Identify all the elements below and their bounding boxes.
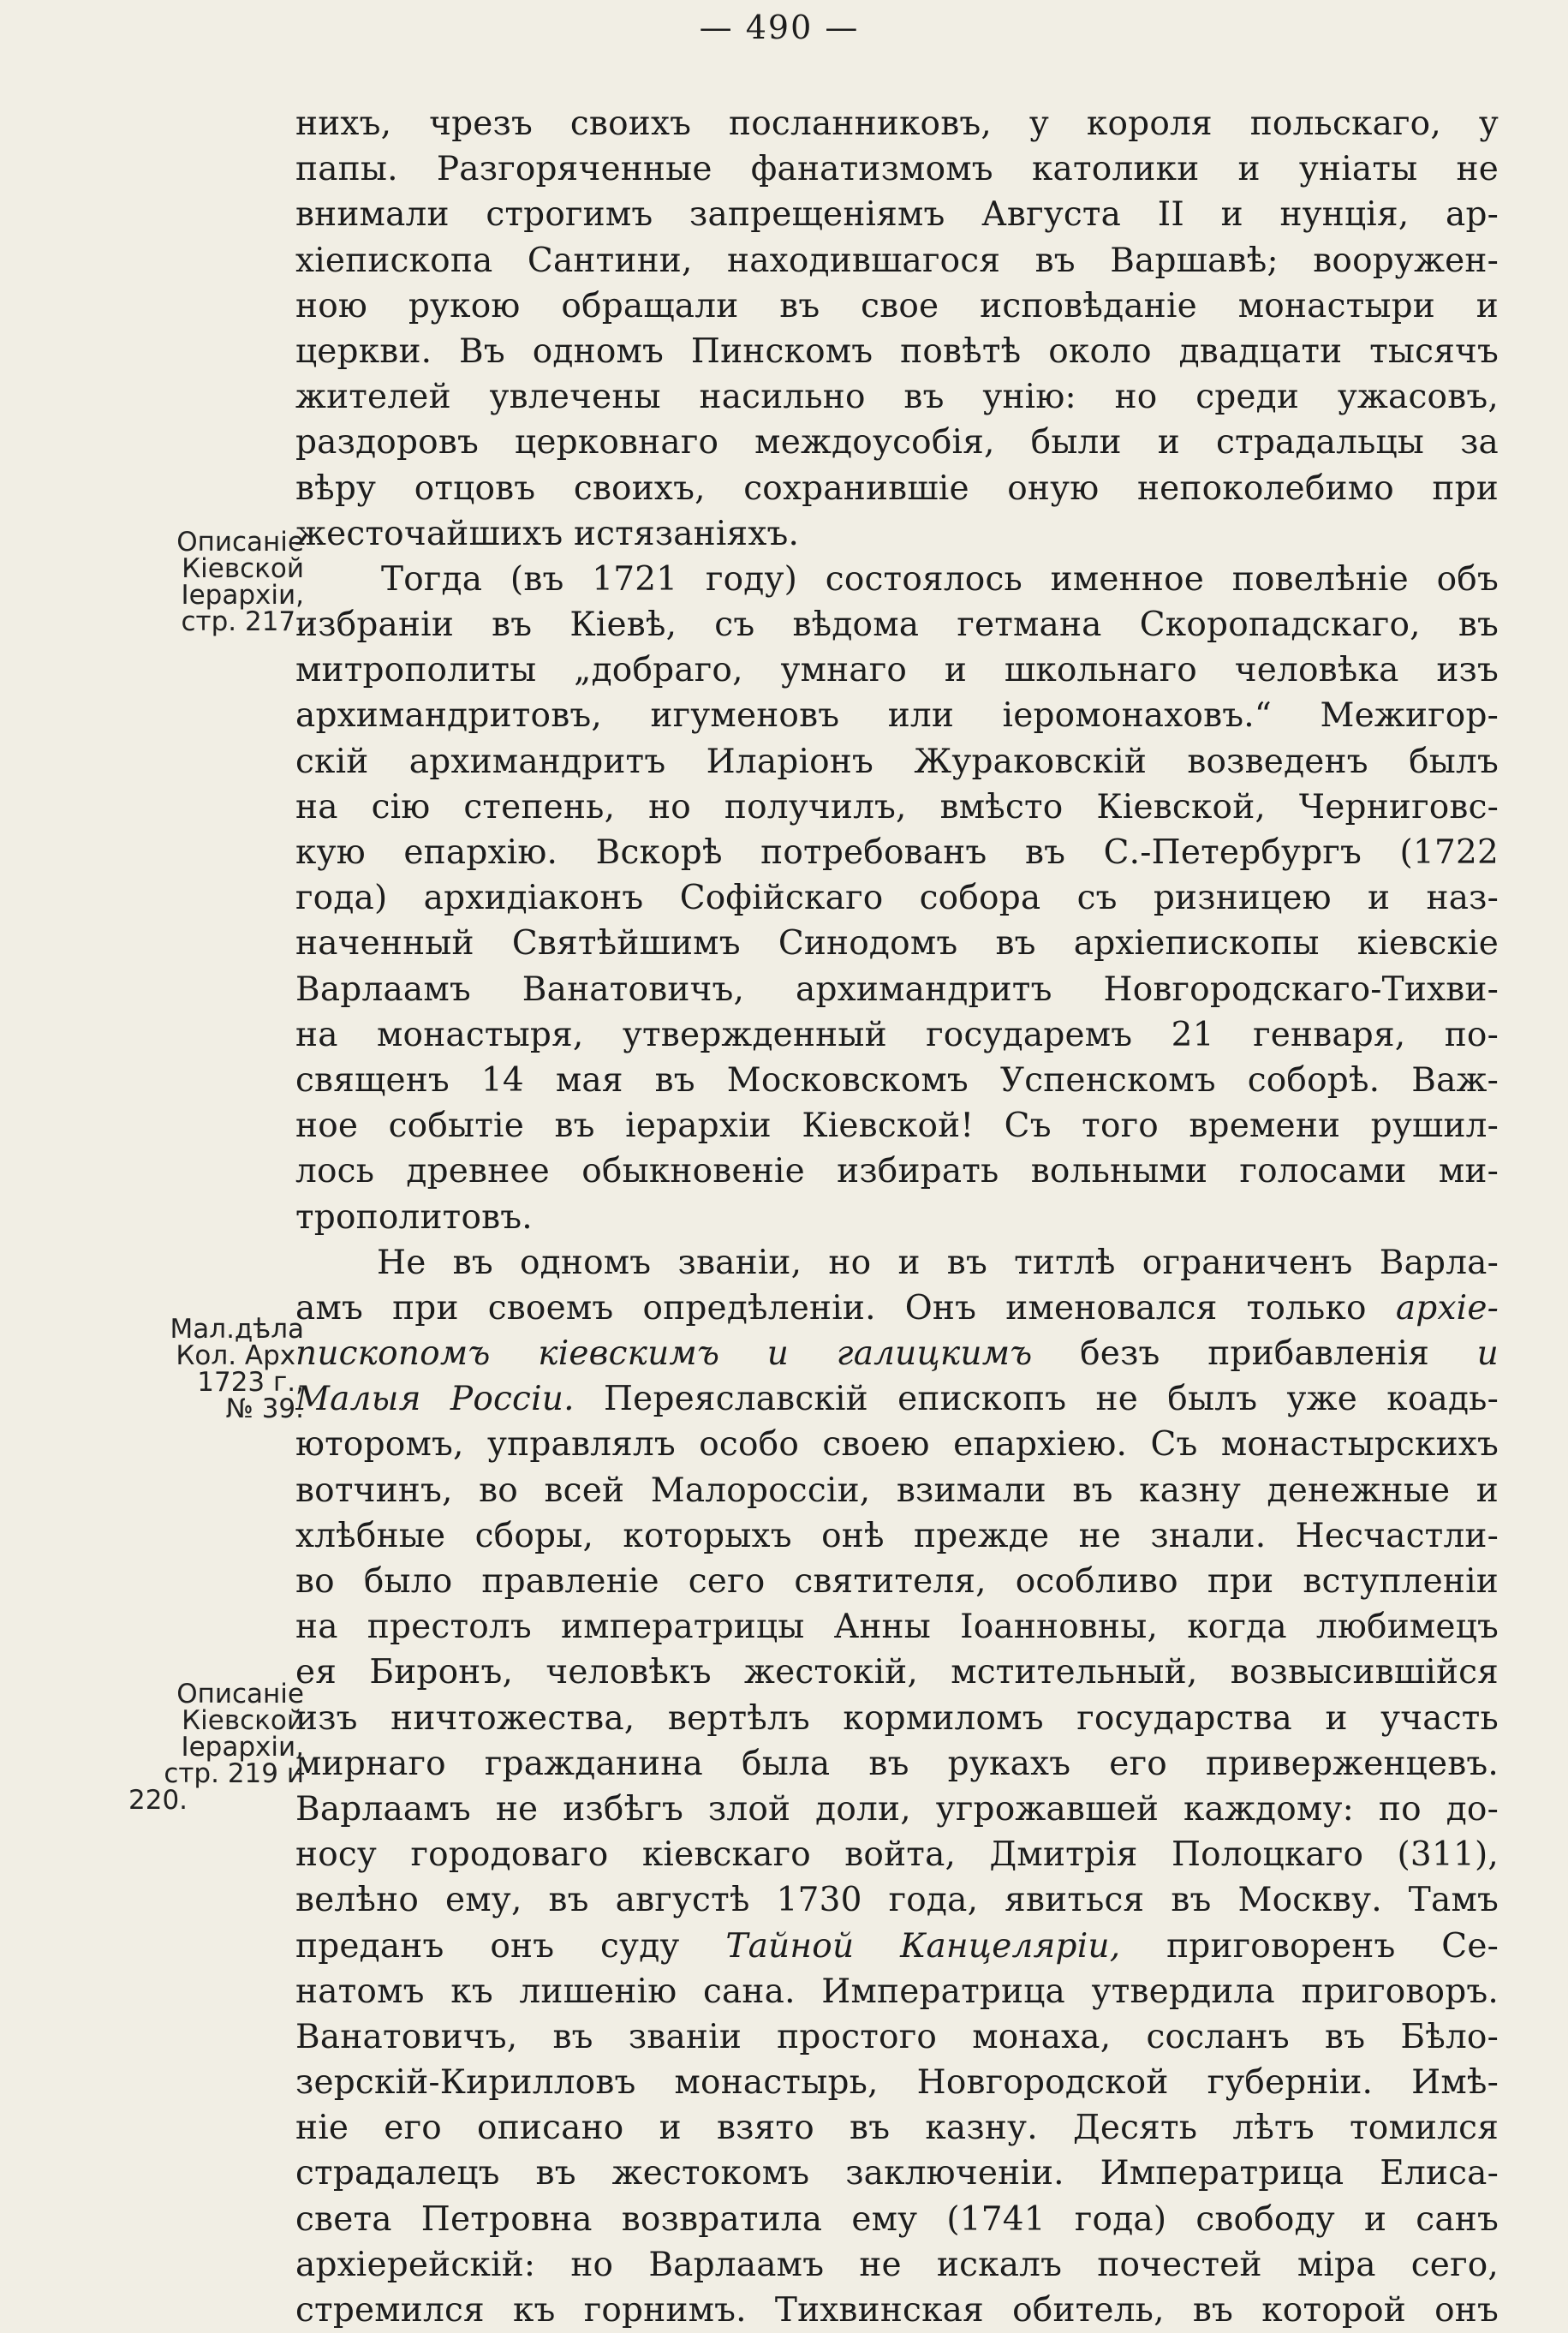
text-line: наченный Святѣйшимъ Синодомъ въ архіепископы кіевскіе [295,924,1499,964]
text-line: лось древнее обыкновеніе избирать вольными голосами ми- [295,1152,1499,1191]
text-line: Тогда (въ 1721 году) состоялось именное повелѣніе объ [381,559,1499,599]
note-line: стр. 219 и [164,1758,304,1789]
note-line: 1723 г., [197,1367,304,1398]
note-line: Кол. Арх. [176,1340,304,1371]
main-text [295,101,1499,2333]
text-line: зерскій-Кирилловъ монастырь, Новгородской губерніи. Имѣ- [295,2063,1499,2103]
text-line: на престолъ императрицы Анны Іоанновны, когда любимецъ [295,1608,1499,1647]
text-line: Варлаамъ не избѣгъ злой доли, угрожавшей каждому: по до- [295,1789,1499,1829]
text-line: ніе его описано и взято въ казну. Десять лѣтъ томился [295,2109,1499,2148]
margin-note-description-217 [128,529,304,635]
note-line: Іерархіи, [181,1732,304,1763]
text-line: жителей увлечены насильно въ унію: но среди ужасовъ, [295,378,1499,417]
text-line: церкви. Въ одномъ Пинскомъ повѣтѣ около двадцати тысячъ [295,331,1499,371]
text-line: Не въ одномъ званіи, но и въ титлѣ ограниченъ Варла- [377,1243,1499,1282]
text-line: священъ 14 мая въ Московскомъ Успенскомъ соборѣ. Важ- [295,1060,1499,1100]
text-line: носу городоваго кіевскаго войта, Дмитрія Полоцкаго (311), [295,1835,1499,1875]
text-line: раздоровъ церковнаго междоусобія, были и страдальцы за [295,423,1499,462]
text-line [295,1331,1499,1376]
text-line: вѣру отцовъ своихъ, сохранившіе оную непоколебимо при [295,468,1499,508]
text-line: митрополиты „добраго, умнаго и школьнаго человѣка изъ [295,651,1499,690]
margin-note-description-219 [128,1681,304,1814]
text-line: страдалецъ въ жестокомъ заключеніи. Императрица Елиса- [295,2154,1499,2193]
note-line: Іерархіи, [181,580,304,611]
italic-fragment: Малыя Россіи. [295,1380,575,1419]
italic-fragment: Тайной Канцеляріи, [725,1926,1121,1966]
text-fragment: амъ при своемъ опредѣленіи. Онъ именовался только [295,1288,1367,1328]
note-line: Кіевской [182,553,304,584]
text-fragment: преданъ онъ суду [295,1926,680,1966]
text-line: изъ ничтожества, вертѣлъ кормиломъ государства и участь [295,1698,1499,1738]
text-line: ною рукою обращали въ свое исповѣданіе монастыри и [295,286,1499,325]
text-line: мирнаго гражданина была въ рукахъ его приверженцевъ. [295,1744,1499,1783]
text-line: кую епархію. Вскорѣ потребованъ въ С.-Петербургъ (1722 [295,833,1499,872]
italic-fragment: архіе- [1395,1288,1499,1328]
text-line [295,1924,1499,1969]
text-line: папы. Разгоряченные фанатизмомъ католики и уніаты не [295,150,1499,189]
text-line: велѣно ему, въ августѣ 1730 года, явиться въ Москву. Тамъ [295,1881,1499,1920]
text-line: хіепископа Сантини, находившагося въ Варшавѣ; вооружен- [295,241,1499,280]
note-line: № 39. [225,1393,304,1424]
text-line: вотчинъ, во всей Малороссіи, взимали въ казну денежные и [295,1471,1499,1510]
text-line: хлѣбные сборы, которыхъ онѣ прежде не знали. Несчастли- [295,1516,1499,1555]
text-line: юторомъ, управлялъ особо своею епархіею. Съ монастырскихъ [295,1425,1499,1465]
text-line: жесточайшихъ истязаніяхъ. [295,514,800,553]
text-line: скій архимандритъ Иларіонъ Жураковскій возведенъ былъ [295,742,1499,781]
text-line: нихъ, чрезъ своихъ посланниковъ, у короля польскаго, у [295,104,1499,143]
text-line: ея Биронъ, человѣкъ жестокій, мстительный, возвысившійся [295,1653,1499,1692]
text-line: внимали строгимъ запрещеніямъ Августа II и нунція, ар- [295,195,1499,235]
text-line: трополитовъ. [295,1197,533,1237]
text-line [295,1376,1499,1422]
text-line: стремился къ горнимъ. Тихвинская обитель, въ которой онъ [295,2291,1499,2330]
text-line: на сію степень, но получилъ, вмѣсто Кіевской, Черниговс- [295,787,1499,826]
text-line: Ванатовичъ, въ званіи простого монаха, сосланъ въ Бѣло- [295,2017,1499,2056]
text-line: архимандритовъ, игуменовъ или іеромонаховъ.“ Межигор- [295,696,1499,736]
page-number: — 490 — [699,9,860,46]
note-line: Мал.дѣла [170,1314,304,1345]
text-line: архіерейскій: но Варлаамъ не искалъ почестей міра сего, [295,2245,1499,2284]
text-line: натомъ къ лишенію сана. Императрица утвердила приговоръ. [295,1972,1499,2011]
note-line: Описаніе [176,1679,304,1709]
text-line: года) архидіаконъ Софійскаго собора съ ризницею и наз- [295,879,1499,918]
note-line: Описаніе [176,527,304,558]
text-line: на монастыря, утвержденный государемъ 21 генваря, по- [295,1015,1499,1054]
text-line: во было правленіе сего святителя, особливо при вступленіи [295,1562,1499,1601]
margin-note-archive [128,1316,304,1423]
text-line: Варлаамъ Ванатовичъ, архимандритъ Новгородскаго-Тихви- [295,970,1499,1009]
text-fragment: Переяславскій епископъ не былъ уже коадь- [603,1380,1499,1419]
text-line: света Петровна возвратила ему (1741 года) свободу и санъ [295,2199,1499,2239]
text-fragment: безъ прибавленія [1080,1334,1429,1374]
text-line [295,1286,1499,1331]
note-line: стр. 217. [181,606,304,637]
text-line: избраніи въ Кіевѣ, съ вѣдома гетмана Скоропадскаго, въ [295,606,1499,645]
text-fragment: приговоренъ Се- [1166,1926,1499,1966]
note-line: 220. [128,1785,188,1816]
italic-fragment: и [1476,1334,1499,1374]
italic-fragment: пископомъ кіевскимъ и галицкимъ [295,1334,1033,1374]
note-line: Кіевской [182,1705,304,1736]
text-line: ное событіе въ іерархіи Кіевской! Съ того времени рушил- [295,1107,1499,1146]
